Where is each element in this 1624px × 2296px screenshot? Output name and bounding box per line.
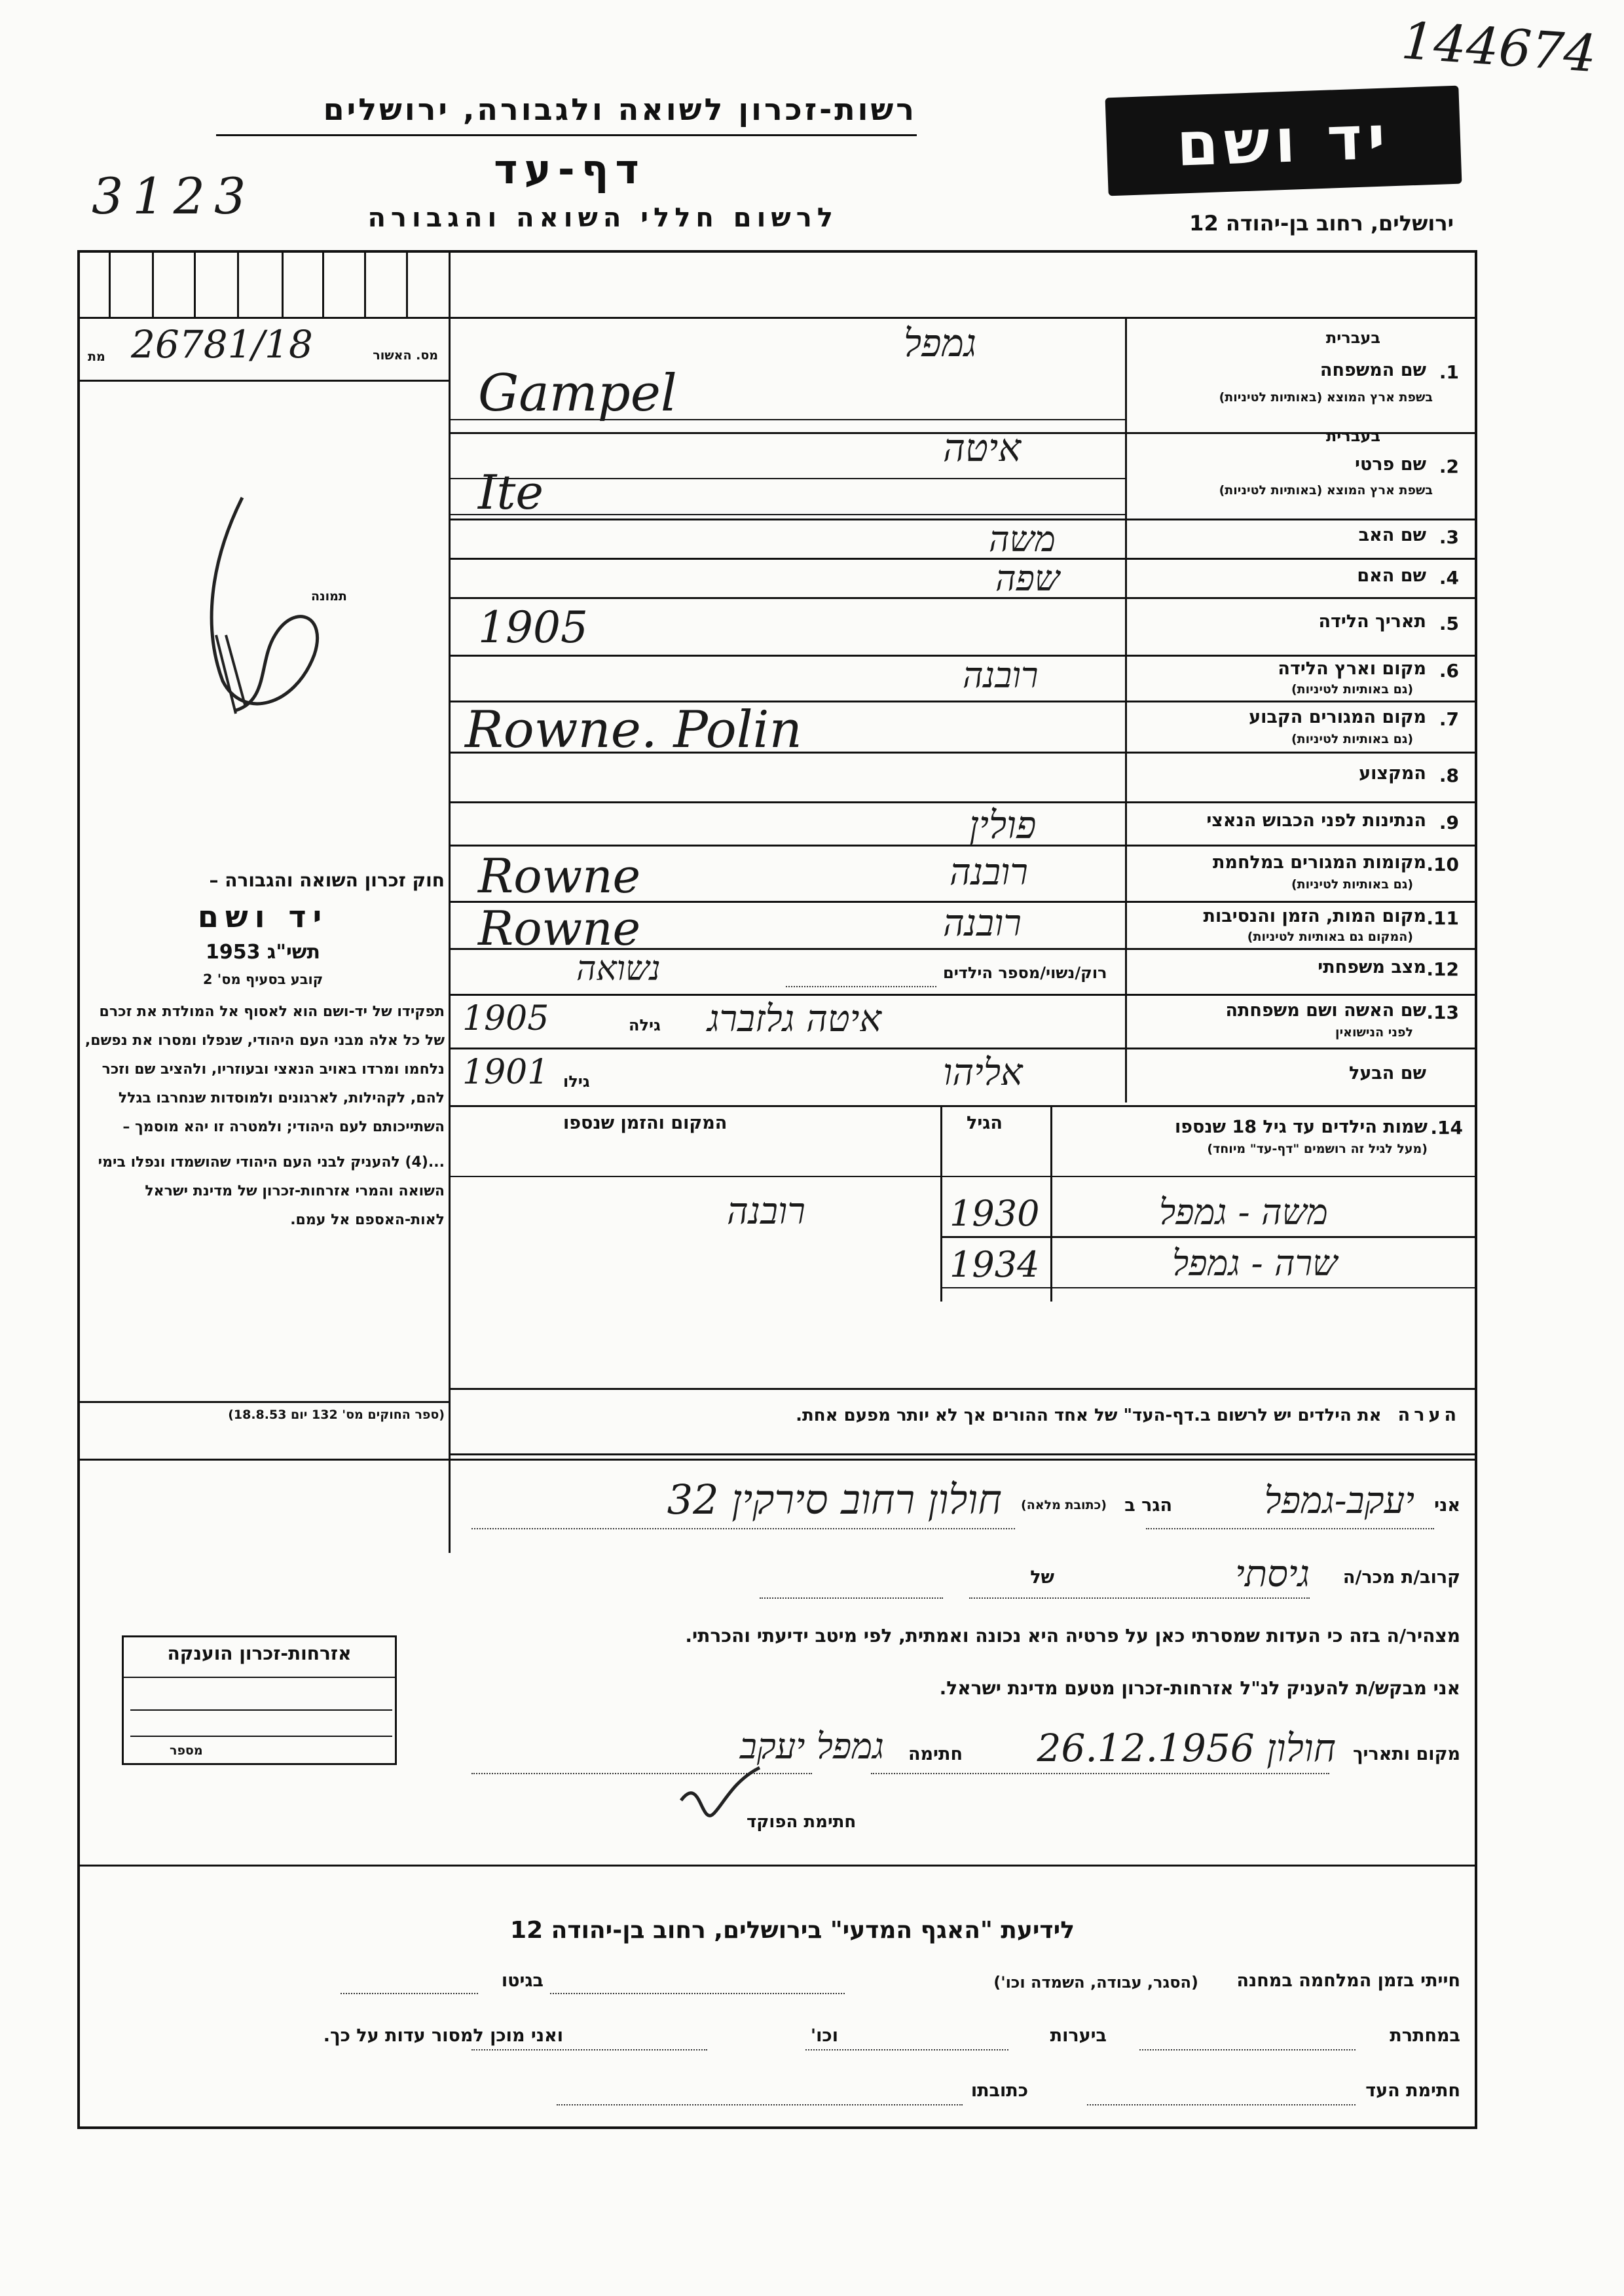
underground-dotted-line <box>1139 2049 1356 2050</box>
law-year: תשי"ג 1953 <box>205 941 321 964</box>
child-2-age: 1934 <box>950 1244 1040 1285</box>
law-source: (ספר החוקים מס' 132 יום 18.8.53) <box>228 1408 445 1422</box>
permit-label: מס. האשור <box>373 348 438 363</box>
header-rule <box>216 134 917 136</box>
field-family-status <box>1132 956 1459 993</box>
husband-age-value: 1901 <box>462 1053 549 1092</box>
label-column-divider <box>1125 317 1127 1102</box>
note-bottom-rule <box>449 1453 1477 1455</box>
field-number: 3. <box>1439 526 1459 548</box>
children-col-divider <box>940 1105 942 1302</box>
declarant-dotted-line <box>1146 1528 1434 1529</box>
strip-tick <box>322 250 324 317</box>
etc-dotted-line <box>471 2049 707 2050</box>
strip-tick <box>194 250 196 317</box>
witness-address-label: כתובתו <box>970 2081 1028 2101</box>
field-number: 13. <box>1426 1002 1459 1023</box>
field-lang: בעברית <box>1325 427 1380 445</box>
children-row-rule <box>940 1287 1477 1288</box>
field-given-name <box>1132 426 1459 517</box>
bottom-line-1 <box>367 1971 1460 2003</box>
husband-name-value: אליהו <box>943 1051 1023 1094</box>
declaration-line-2 <box>458 1553 1460 1604</box>
field-label: מצב משפחתי <box>1318 957 1426 977</box>
given-name-hebrew-value: איטה <box>943 426 1022 470</box>
field-sublabel: בשפת ארץ המוצא (באותיות לטיניות) <box>1219 390 1433 405</box>
address-dotted-line <box>471 1528 1015 1529</box>
citizenship-box-rule <box>130 1736 392 1737</box>
birth-place-value: רובנה <box>963 655 1039 696</box>
citizenship-box-title: אזרחות-זכרון הוענקה <box>167 1643 352 1664</box>
ghetto-label: בגיטו <box>501 1971 544 1991</box>
field-number: 10. <box>1426 854 1459 875</box>
law-source-rule <box>77 1401 449 1403</box>
etc-label: וכו' <box>810 2026 838 2046</box>
row-rule <box>449 478 1125 479</box>
surname-hebrew-value: גמפל <box>904 321 977 365</box>
field-label: תאריך הלידה <box>1318 611 1426 632</box>
field-residence <box>1132 706 1459 752</box>
citizenship-box-number-label: מספר <box>170 1743 203 1758</box>
row-rule <box>449 558 1477 560</box>
law-clause: קובע בסעיף מס' 2 <box>202 972 323 987</box>
strip-tick <box>282 250 284 317</box>
field-number: 7. <box>1439 708 1459 730</box>
strip-tick <box>152 250 154 317</box>
field-lang: בעברית <box>1325 329 1380 347</box>
of-dotted-line <box>760 1597 943 1599</box>
field-label: מקום המות, הזמן והנסיבות <box>1203 906 1426 926</box>
permit-suffix: מת <box>88 350 105 364</box>
officer-signature-label: חתימת הפוקד <box>747 1812 857 1832</box>
permit-number: 26781/18 <box>131 322 313 367</box>
death-place-hebrew-value: רובנה <box>943 902 1022 945</box>
logo-text: יד ושם <box>1175 101 1392 180</box>
field-number: 2. <box>1439 456 1459 477</box>
citizenship-box-rule <box>130 1709 392 1711</box>
row-rule <box>449 1105 1477 1107</box>
relation-value: גיסתי <box>1235 1553 1310 1595</box>
field-number: 8. <box>1439 765 1459 786</box>
children-header-rule <box>449 1176 1477 1177</box>
field-occupation <box>1132 759 1459 799</box>
form-title: דף-עד <box>494 145 646 193</box>
children-col-place: המקום והזמן שנספו <box>563 1113 728 1133</box>
testimony-willing-label: ואני מוכן למסור עדות על כך. <box>323 2026 563 2046</box>
field-label: שם האשה ושם משפחתה <box>1225 1000 1426 1021</box>
father-name-value: משה <box>989 519 1056 560</box>
scientific-dept-notice: לידיעת "האגף המדעי" בירושלים, רחוב בן-יהודה 12 <box>510 1917 1075 1944</box>
row-rule <box>449 514 1125 515</box>
children-number: 14. <box>1430 1117 1463 1139</box>
field-label: הנתינות לפני הכבוש הנאצי <box>1206 811 1426 831</box>
field-surname <box>1132 323 1459 431</box>
family-status-value: נשואה <box>576 949 661 989</box>
law-title: חוק זכרון השואה והגבורה – <box>209 869 445 891</box>
ghetto-dotted-line <box>341 1993 478 1994</box>
declaration-statement: מצהיר/ה בזה כי העדות שמסרתי כאן על פרטיה היא נכונה ואמתית, לפי מיטב ידיעתי והכרתי. <box>685 1625 1460 1647</box>
declaration-line-1 <box>458 1476 1460 1533</box>
law-text: תפקידו של יד-ושם הוא לאסוף אל המולדת את זכרם של כל אלה מבני העם היהודי, שנפלו ומסרו את נפשם, נלחמו ומרדו באויב הנאצי ובעוזריו, ולהציב שם וזכר להם, לקהילות, לארגונים ולמוסדות שנחרבו בגלל השתייכותם לעם היהודי; ולמטרה זו יהא מוסמך – <box>84 1004 445 1135</box>
given-name-latin-value: Ite <box>478 465 544 520</box>
place-date-dotted-line <box>871 1773 1329 1774</box>
relation-dotted-line <box>969 1597 1310 1599</box>
witness-signature-label: חתימת העד <box>1365 2081 1460 2101</box>
note-text: את הילדים יש לרשום ב.דף-העד" של אחד ההורים אך לא יותר מפעם אחת. <box>796 1406 1382 1425</box>
citizenship-value: פולין <box>969 803 1037 847</box>
field-label: מקום וארץ הלידה <box>1278 659 1426 679</box>
row-rule <box>449 845 1477 847</box>
child-1-age: 1930 <box>950 1193 1040 1234</box>
strip-tick <box>237 250 239 317</box>
note-bottom-rule-2 <box>77 1459 1477 1461</box>
field-father-name <box>1132 524 1459 556</box>
address-label: (כתובת מלאה) <box>1021 1498 1107 1512</box>
strip-tick <box>364 250 366 317</box>
field-number: 5. <box>1439 613 1459 634</box>
yad-vashem-logo <box>1105 86 1462 196</box>
strip-tick <box>406 250 408 317</box>
note-row <box>458 1405 1460 1438</box>
signature-value: גמפל יעקב <box>739 1726 884 1767</box>
permit-row-rule <box>77 380 449 382</box>
family-status-options: רוק/נשוי/מספר הילדים <box>943 964 1107 982</box>
field-war-residence <box>1132 850 1459 900</box>
place-date-label: מקום ותאריך <box>1352 1744 1460 1764</box>
field-number: 1. <box>1439 361 1459 383</box>
forests-label: ביערות <box>1050 2026 1107 2046</box>
field-sublabel: לפני הנישואין <box>1335 1025 1413 1040</box>
resides-label: הגר ב <box>1124 1495 1172 1516</box>
field-sublabel: בשפת ארץ המוצא (באותיות לטיניות) <box>1219 483 1433 498</box>
handwritten-reference: 3123 <box>92 167 255 225</box>
row-rule <box>449 597 1477 599</box>
signature-label: חתימה <box>908 1744 963 1764</box>
wife-age-value: 1905 <box>462 999 549 1038</box>
field-citizenship <box>1132 808 1459 845</box>
field-number: 12. <box>1426 958 1459 980</box>
wife-name-value: איטה גלזברג <box>707 998 881 1040</box>
underground-label: במחתרת <box>1390 2026 1460 2046</box>
row-rule <box>449 994 1477 996</box>
war-residence-hebrew-value: רובנה <box>950 851 1028 894</box>
field-label: שם האב <box>1358 525 1426 545</box>
camp-dotted-line <box>550 1993 845 1994</box>
field-sublabel: (גם באותיות לטיניות) <box>1291 877 1413 892</box>
child-1-name: משה - גמפל <box>1159 1192 1328 1233</box>
top-strip-bottom-rule <box>77 317 1477 319</box>
photo-signature-scribble-icon <box>196 484 354 733</box>
field-birth-date <box>1132 609 1459 648</box>
law-block <box>81 866 445 1235</box>
law-text-2: ...(4) להעניק לבני העם היהודי שהושמדו ונפלו בימי השואה והמרי אזרחות-זכרון של מדינת ישראל לאות-האספם אל עמם. <box>98 1154 445 1228</box>
bottom-section-rule <box>77 1865 1477 1867</box>
field-label: שם פרטי <box>1355 454 1426 475</box>
war-residence-latin-value: Rowne <box>478 848 641 903</box>
note-label: הערה <box>1397 1405 1460 1425</box>
field-husband-name <box>1132 1057 1459 1096</box>
row-rule <box>449 519 1477 520</box>
child-2-name: שרה - גמפל <box>1172 1243 1338 1284</box>
archive-number: 144674 <box>1399 11 1598 84</box>
children-note: (מעל לגיל זה רושמים "דף-עד" מיוחד) <box>1207 1142 1428 1156</box>
witness-signature-dotted-line <box>1087 2104 1356 2105</box>
form-subtitle: לרשום חללי השואה והגבורה <box>367 203 838 233</box>
birth-date-value: 1905 <box>478 602 588 653</box>
relative-label: קרוב/ת מכר/ה <box>1342 1567 1460 1588</box>
child-1-place: רובנה <box>727 1190 805 1233</box>
photo-caption: תמונה <box>311 589 347 604</box>
witness-address-dotted-line <box>557 2104 963 2105</box>
bottom-line-3 <box>367 2081 1460 2113</box>
surname-latin-value: Gampel <box>478 364 677 423</box>
children-row-rule <box>940 1236 1477 1238</box>
children-col-divider <box>1050 1105 1052 1302</box>
of-label: של <box>1030 1567 1054 1588</box>
residence-value: Rowne. Polin <box>465 701 802 759</box>
citizenship-request: אני מבקש/ת להעניק לנ"ל אזרחות-זכרון מטעם מדינת ישראל. <box>939 1677 1460 1699</box>
children-col-age: הגיל <box>967 1113 1003 1133</box>
place-date-value: חולון 26.12.1956 <box>1037 1726 1336 1770</box>
children-title: שמות הילדים עד גיל 18 שנספו <box>1174 1117 1428 1137</box>
citizenship-box-rule <box>124 1677 395 1678</box>
row-rule <box>449 801 1477 803</box>
law-name: יד ושם <box>197 899 329 934</box>
field-birth-place <box>1132 657 1459 701</box>
husband-age-label: גילו <box>563 1072 590 1091</box>
field-sublabel: (המקום גם באותיות לטיניות) <box>1247 930 1413 944</box>
strip-tick <box>109 250 111 317</box>
field-sublabel: (גם באותיות לטיניות) <box>1291 682 1413 697</box>
field-label: המקצוע <box>1359 763 1426 784</box>
field-number: 9. <box>1439 812 1459 833</box>
field-number: 4. <box>1439 567 1459 589</box>
family-status-dotted-line <box>786 986 936 987</box>
declarant-label: אני <box>1434 1495 1460 1516</box>
field-mother-name <box>1132 564 1459 597</box>
camp-types-label: (הסגר, עבודה, השמדה וכו') <box>993 1973 1198 1992</box>
mother-name-value: שפה <box>995 558 1060 599</box>
citizenship-box <box>122 1635 397 1765</box>
row-rule <box>449 1048 1477 1049</box>
field-death-place <box>1132 906 1459 948</box>
field-number: 11. <box>1426 907 1459 929</box>
children-header <box>1057 1113 1463 1172</box>
organization-name: רשות-זכרון לשואה ולגבורה, ירושלים <box>323 92 917 127</box>
permit-row <box>85 322 442 373</box>
bottom-line-2 <box>118 2026 1460 2058</box>
declarant-value: יעקב-גמפל <box>1264 1480 1414 1522</box>
field-label: שם האם <box>1357 566 1426 586</box>
field-label: שם המשפחה <box>1320 360 1426 380</box>
forests-dotted-line <box>805 2049 1008 2050</box>
address-value: חולון רחוב סירקין 32 <box>667 1476 1002 1523</box>
wife-age-label: גילה <box>629 1016 661 1034</box>
photo-area <box>196 484 354 733</box>
field-number: 6. <box>1439 660 1459 682</box>
field-sublabel: (גם באותיות לטיניות) <box>1291 732 1413 746</box>
death-place-latin-value: Rowne <box>478 901 641 956</box>
field-label: מקום המגורים הקבוע <box>1249 707 1426 727</box>
note-top-rule <box>449 1388 1477 1390</box>
field-label: מקומות המגורים במלחמת <box>1212 852 1426 873</box>
field-wife-name <box>1132 1000 1459 1046</box>
war-life-label: חייתי בזמן המלחמה במחנה <box>1236 1971 1460 1991</box>
field-label: שם הבעל <box>1348 1063 1426 1084</box>
address: ירושלים, רחוב בן-יהודה 12 <box>1189 211 1454 236</box>
